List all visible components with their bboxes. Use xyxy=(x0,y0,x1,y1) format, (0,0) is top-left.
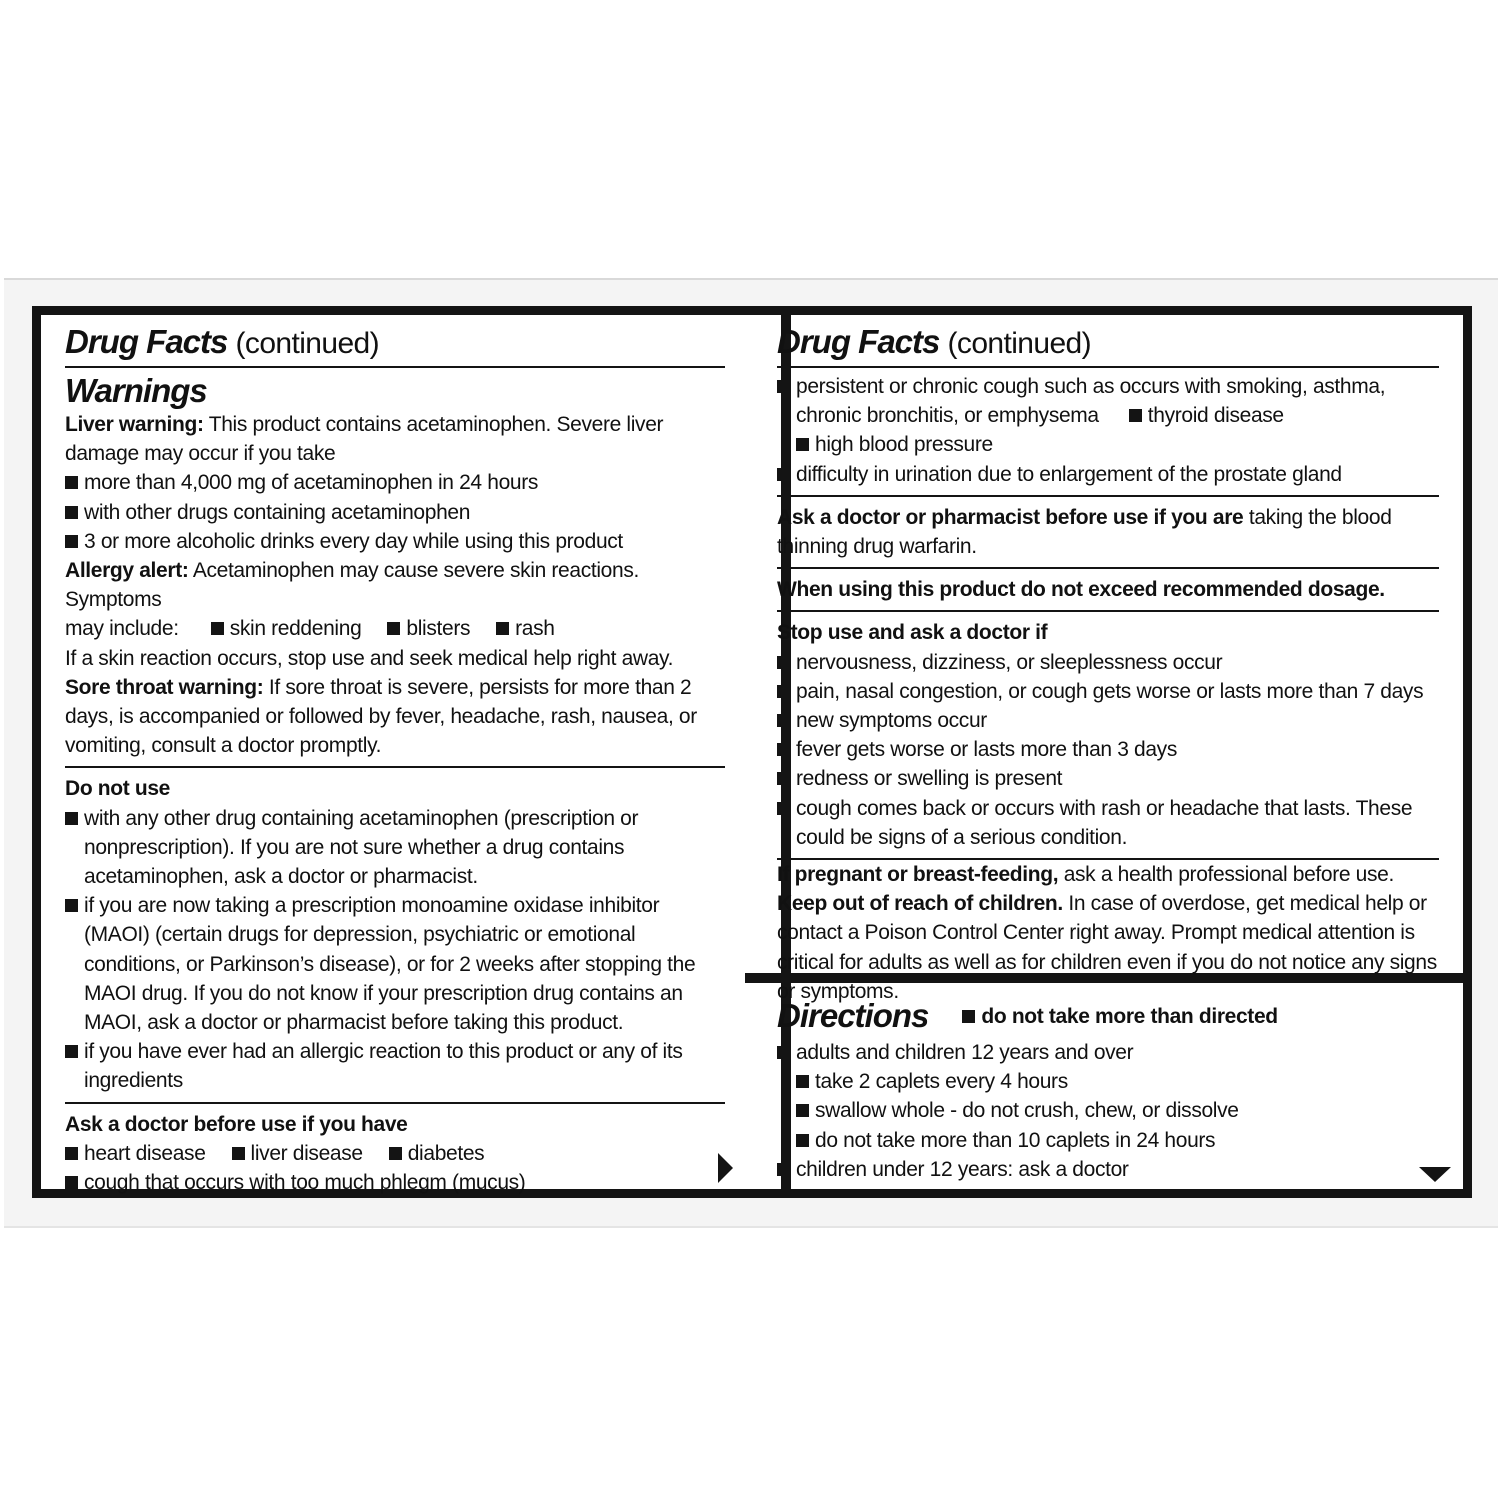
bullet-icon xyxy=(496,622,509,635)
bullet-icon xyxy=(796,1104,809,1117)
allergy-symptoms: may include: skin reddening blisters rash xyxy=(65,614,725,643)
list-item: new symptoms occur xyxy=(777,706,1439,735)
do-not-use-title: Do not use xyxy=(65,777,170,801)
bullet-icon xyxy=(796,1075,809,1088)
continue-down-arrow-icon xyxy=(1419,1167,1451,1182)
bullet-icon xyxy=(777,714,790,727)
list-item: liver disease xyxy=(232,1139,363,1168)
bullet-icon xyxy=(777,743,790,756)
bullet-icon xyxy=(387,622,400,635)
bullet-icon xyxy=(389,1147,402,1160)
ask-pharmacist: Ask a doctor or pharmacist before use if you are taking the blood thinning drug warfarin. xyxy=(777,505,1392,559)
allergy-alert: Allergy alert: Acetaminophen may cause severe skin reactions. Symptoms xyxy=(65,559,639,612)
list-item: children under 12 years: ask a doctor xyxy=(777,1155,1439,1184)
list-item: blisters xyxy=(387,614,470,643)
list-item: skin reddening xyxy=(211,614,362,643)
bullet-icon xyxy=(65,1147,78,1160)
bullet-icon xyxy=(65,506,78,519)
bullet-icon xyxy=(777,772,790,785)
bullet-icon xyxy=(65,535,78,548)
continued-conditions xyxy=(777,372,1439,489)
list-item: take 2 caplets every 4 hours xyxy=(796,1067,1439,1096)
bullet-icon xyxy=(65,1045,78,1058)
list-item: cough comes back or occurs with rash or headache that lasts. These could be signs of a serious condition. xyxy=(777,794,1439,852)
directions-title: Directions xyxy=(777,997,929,1034)
rule xyxy=(777,366,1439,368)
bullet-icon xyxy=(232,1147,245,1160)
when-using: When using this product do not exceed recommended dosage. xyxy=(777,578,1385,602)
bullet-icon xyxy=(65,1176,78,1189)
bullet-icon xyxy=(777,468,790,481)
continue-right-arrow-icon xyxy=(718,1153,733,1183)
pregnant-warning: If pregnant or breast-feeding, ask a health professional before use. xyxy=(777,863,1394,887)
ask-doctor-title: Ask a doctor before use if you have xyxy=(65,1112,408,1136)
list-item: 3 or more alcoholic drinks every day while using this product xyxy=(65,527,725,556)
list-item: with other drugs containing acetaminophen xyxy=(65,498,725,527)
bullet-icon xyxy=(796,438,809,451)
list-item: persistent or chronic cough such as occurs with smoking, asthma, chronic bronchitis, or emphysema thyroid disease high blood pressure xyxy=(777,372,1439,460)
list-item: pain, nasal congestion, or cough gets worse or lasts more than 7 days xyxy=(777,677,1439,706)
liver-warning: Liver warning: This product contains acetaminophen. Severe liver damage may occur if you take xyxy=(65,413,664,466)
bullet-icon xyxy=(777,685,790,698)
list-item: difficulty in urination due to enlargement of the prostate gland xyxy=(777,460,1439,489)
list-item: redness or swelling is present xyxy=(777,764,1439,793)
bullet-icon xyxy=(962,1010,975,1023)
directions-section xyxy=(777,994,1439,1184)
bullet-icon xyxy=(777,802,790,815)
list-item: do not take more than 10 caplets in 24 hours xyxy=(796,1126,1439,1155)
rule xyxy=(65,766,725,768)
directions-header xyxy=(777,994,1439,1038)
bullet-icon xyxy=(211,622,224,635)
list-item: rash xyxy=(496,614,554,643)
list-item: cough that occurs with too much phlegm (mucus) xyxy=(65,1168,725,1197)
bullet-icon xyxy=(777,1046,790,1059)
rule xyxy=(777,610,1439,612)
ask-doctor-conditions xyxy=(65,1139,725,1168)
bullet-icon xyxy=(65,899,78,912)
rule xyxy=(777,567,1439,569)
list-item: swallow whole - do not crush, chew, or dissolve xyxy=(796,1096,1439,1125)
list-item: high blood pressure xyxy=(796,430,993,459)
bullet-icon xyxy=(65,812,78,825)
bullet-icon xyxy=(777,656,790,669)
bullet-icon xyxy=(777,1163,790,1176)
list-item: thyroid disease xyxy=(1129,401,1284,430)
bullet-icon xyxy=(777,380,790,393)
keep-out-warning: Keep out of reach of children. In case of overdose, get medical help or contact a Poison Control Center right away. Prompt medical attention is critical for adults as well as for children even if you do not notice any signs or symptoms. xyxy=(777,892,1437,1003)
list-item: do not take more than directed xyxy=(962,1002,1277,1031)
list-item: if you have ever had an allergic reaction to this product or any of its ingredients xyxy=(65,1037,725,1095)
list-item: nervousness, dizziness, or sleeplessness occur xyxy=(777,648,1439,677)
warnings-title: Warnings xyxy=(65,372,207,409)
rule xyxy=(65,366,725,368)
list-item: fever gets worse or lasts more than 3 days xyxy=(777,735,1439,764)
bullet-icon xyxy=(65,476,78,489)
list-item: diabetes xyxy=(389,1139,485,1168)
list-item: if you are now taking a prescription monoamine oxidase inhibitor (MAOI) (certain drugs for depression, psychiatric or emotional conditions, or Parkinson’s disease), or for 2 weeks after stopping the MAOI drug. If you do not know if your prescription drug contains an MAOI, ask a doctor or pharmacist before taking this product. xyxy=(65,891,725,1037)
stop-use-title: Stop use and ask a doctor if xyxy=(777,621,1048,645)
rule xyxy=(65,1102,725,1104)
rule xyxy=(777,495,1439,497)
list-item: adults and children 12 years and over xyxy=(777,1038,1439,1067)
right-column xyxy=(777,320,1439,1006)
bullet-icon xyxy=(796,1134,809,1147)
right-heading: Drug Facts (continued) xyxy=(777,323,1092,360)
left-heading: Drug Facts (continued) xyxy=(65,323,380,360)
list-item: more than 4,000 mg of acetaminophen in 24 hours xyxy=(65,468,725,497)
list-item: with any other drug containing acetaminophen (prescription or nonprescription). If you are not sure whether a drug contains acetaminophen, ask a doctor or pharmacist. xyxy=(65,804,725,892)
list-item: heart disease xyxy=(65,1139,206,1168)
sore-throat-warning: Sore throat warning: If sore throat is severe, persists for more than 2 days, is accompanied or followed by fever, headache, rash, nausea, or vomiting, consult a doctor promptly. xyxy=(65,675,697,758)
allergy-followup: If a skin reaction occurs, stop use and seek medical help right away. xyxy=(65,646,674,670)
left-column xyxy=(65,320,725,1197)
bullet-icon xyxy=(1129,409,1142,422)
